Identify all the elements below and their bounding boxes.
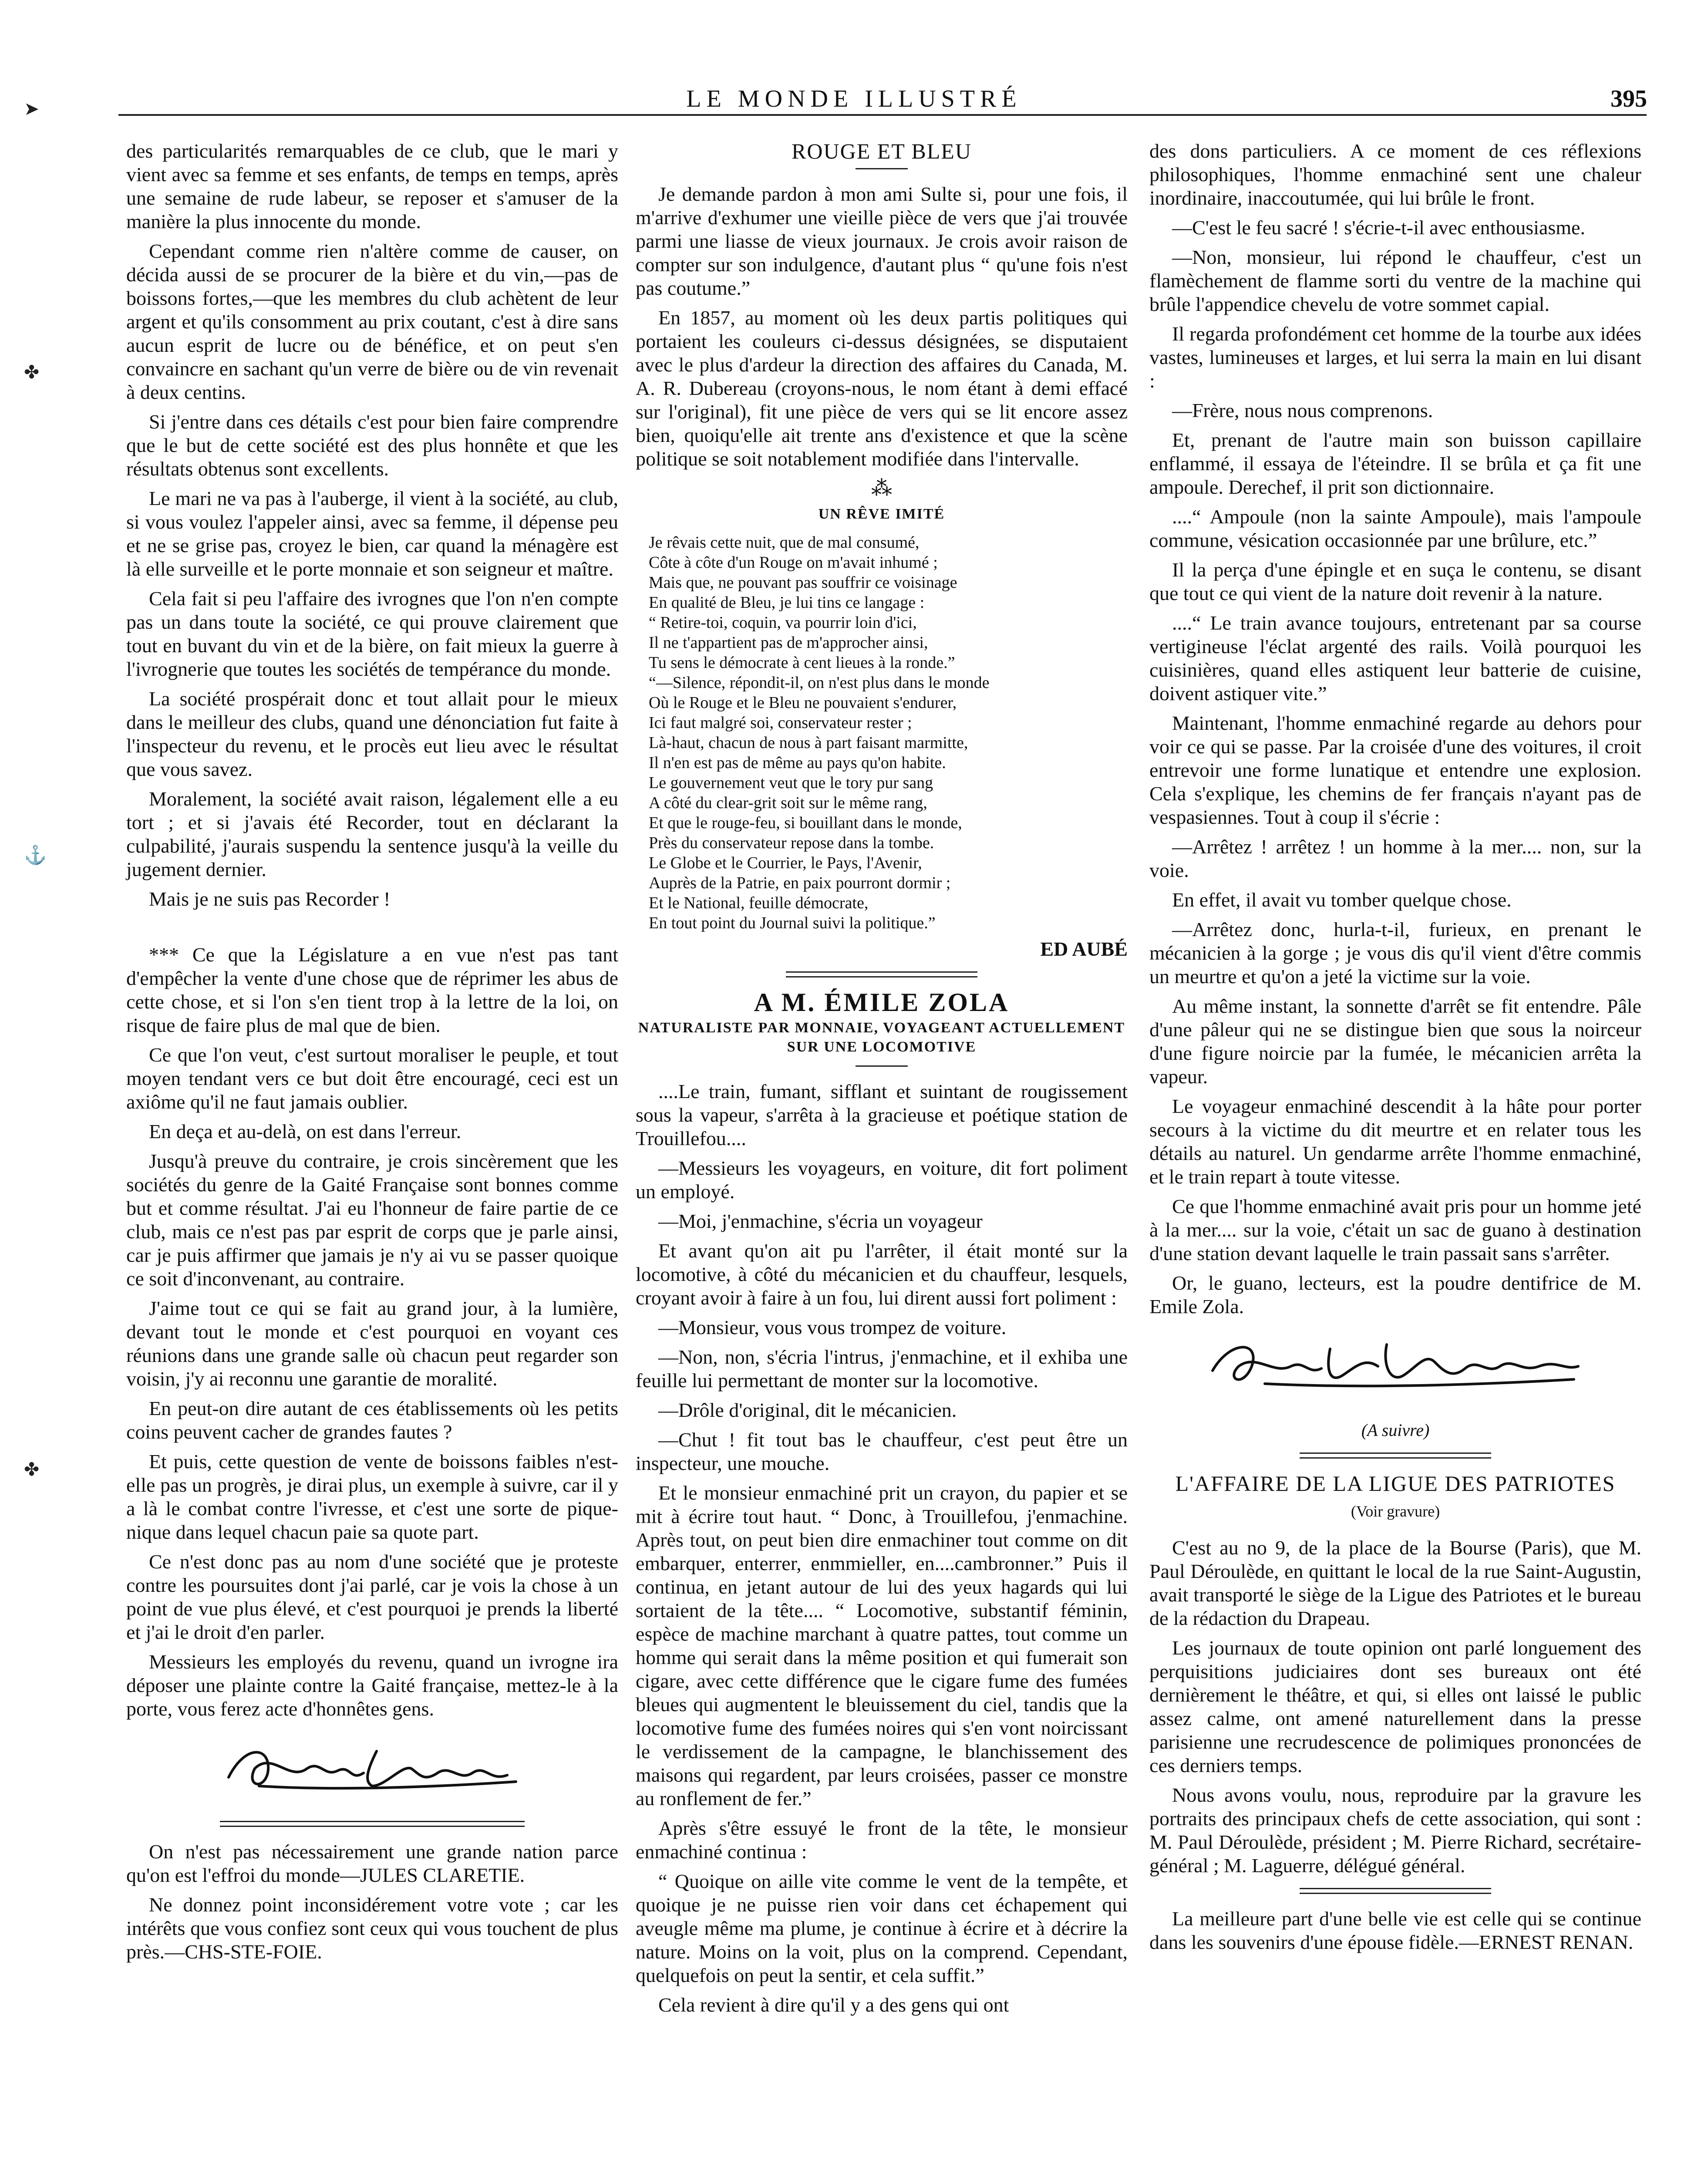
- poem-line: En qualité de Bleu, je lui tins ce langage :: [649, 593, 925, 612]
- poem-line: Mais que, ne pouvant pas souffrir ce voisinage: [649, 573, 957, 592]
- poem-line: “—Silence, répondit-il, on n'est plus dans le monde: [649, 674, 990, 692]
- paragraph: Il regarda profondément cet homme de la tourbe aux idées vastes, lumineuses et larges, et lui serra la main en lui disant :: [1149, 323, 1641, 392]
- paragraph: En peut-on dire autant de ces établissements où les petits coins peuvent cacher de grandes fautes ?: [126, 1397, 618, 1443]
- paragraph: —Messieurs les voyageurs, en voiture, dit fort poliment un employé.: [636, 1157, 1128, 1203]
- paragraph: des particularités remarquables de ce club, que le mari y vient avec sa femme et ses enfants, de temps en temps, après une semaine de rude labeur, se reposer et s'amuser de la manière la plus innocente du monde.: [126, 140, 618, 233]
- paragraph: Ce que l'homme enmachiné avait pris pour un homme jeté à la mer.... sur la voie, c'était un sac de guano à destination d'une station devant laquelle le train passait sans s'arrêter.: [1149, 1195, 1641, 1264]
- header-rule: [118, 114, 1647, 116]
- to-be-continued: (A suivre): [1361, 1420, 1430, 1440]
- poem-line: Côte à côte d'un Rouge on m'avait inhumé ;: [649, 553, 938, 572]
- margin-anchor-icon: ⚓: [24, 846, 47, 866]
- handwritten-signature: [1149, 1331, 1641, 1401]
- paragraph: Messieurs les employés du revenu, quand un ivrogne ira déposer une plainte contre la Gaité française, mettez-le à la porte, vous ferez acte d'honnêtes gens.: [126, 1651, 618, 1720]
- paragraph: Et avant qu'on ait pu l'arrêter, il était monté sur la locomotive, à côté du mécanicien et du chauffeur, lesquels, croyant avoir à faire à un fou, lui dirent aussi fort poliment :: [636, 1240, 1128, 1309]
- paragraph: —Monsieur, vous vous trompez de voiture.: [658, 1316, 1007, 1338]
- paragraph: Cela revient à dire qu'il y a des gens qui ont: [658, 1994, 1009, 2016]
- poem-signature: ED AUBÉ: [1040, 938, 1128, 960]
- poem-line: Auprès de la Patrie, en paix pourront dormir ;: [649, 874, 951, 892]
- poem-line: Le Globe et le Courrier, le Pays, l'Avenir,: [649, 854, 922, 872]
- paragraph: C'est au no 9, de la place de la Bourse (Paris), que M. Paul Déroulède, en quittant le local de la rue Saint-Augustin, avait transporté le siège de la Ligue des Patriotes et le bureau de la rédaction du Drapeau.: [1149, 1537, 1641, 1629]
- spacer: [126, 917, 618, 943]
- title-rule: [856, 168, 908, 169]
- poem-line: “ Retire-toi, coquin, va pourrir loin d'ici,: [649, 613, 917, 632]
- quote: La meilleure part d'une belle vie est celle qui se continue dans les souvenirs d'une épouse fidèle.—ERNEST RENAN.: [1149, 1907, 1641, 1953]
- paragraph: Cela fait si peu l'affaire des ivrognes que l'on n'en compte pas un dans toute la société, ce qui prouve clairement que tout en buvant du vin et de la bière, on fait mieux la guerre à l'ivrognerie que toutes les sociétés de tempérance du monde.: [126, 587, 618, 680]
- quote: Ne donnez point inconsidérement votre vote ; car les intérêts que vous confiez sont ceux qui vous touchent de plus près.—CHS-STE-FOIE.: [126, 1894, 618, 1963]
- paragraph: —Drôle d'original, dit le mécanicien.: [658, 1399, 957, 1421]
- poem-line: Où le Rouge et le Bleu ne pouvaient s'endurer,: [649, 694, 957, 712]
- paragraph: *** Ce que la Législature a en vue n'est pas tant d'empêcher la vente d'une chose que de réprimer les abus de cette chose, et si l'on s'en tient trop à la lettre de la loi, on risque de faire plus de mal que de bien.: [126, 944, 618, 1036]
- paragraph: Et, prenant de l'autre main son buisson capillaire enflammé, il essaya de l'éteindre. Il se brûla et ça fit une ampoule. Derechef, il prit son dictionnaire.: [1149, 429, 1641, 498]
- margin-arrow-icon: ➤: [24, 99, 40, 119]
- paragraph: Et puis, cette question de vente de boissons faibles n'est-elle pas un progrès, je dirai plus, un exemple à suivre, car il y a là le combat contre l'ivresse, et c'est une sorte de pique-nique dans lequel chacun paie sa quote part.: [126, 1450, 618, 1543]
- paragraph: —Arrêtez ! arrêtez ! un homme à la mer.... non, sur la voie.: [1149, 836, 1641, 881]
- poem-line: Près du conservateur repose dans la tombe.: [649, 834, 934, 852]
- poem-line: Et le National, feuille démocrate,: [649, 894, 869, 912]
- paragraph: En 1857, au moment où les deux partis politiques qui portaient les couleurs ci-dessus désignées, se disputaient avec le plus d'ardeur la direction des affaires du Canada, M. A. R. Dubereau (croyons-nous, le nom étant à demi effacé sur l'original), fit une pièce de vers qui se lit encore assez bien, quoiqu'elle ait trente ans d'existence et que la scène politique se soit notablement modifiée dans l'intervalle.: [636, 307, 1128, 470]
- article-title: A M. ÉMILE ZOLA: [754, 988, 1010, 1017]
- asterism: ⁂: [871, 477, 892, 500]
- paragraph: Après s'être essuyé le front de la tête, le monsieur enmachiné continua :: [636, 1817, 1128, 1863]
- paragraph: Il la perça d'une épingle et en suça le contenu, se disant que tout ce qui vient de la nature doit revenir à la nature.: [1149, 559, 1641, 604]
- poem: [649, 532, 1128, 933]
- paragraph: ....“ Ampoule (non la sainte Ampoule), mais l'ampoule commune, vésication occasionnée par une brûlure, etc.”: [1149, 505, 1641, 551]
- paragraph: Ce que l'on veut, c'est surtout moraliser le peuple, et tout moyen tendant vers ce but doit être encouragé, ceci est un axiôme qu'il ne faut jamais oublier.: [126, 1044, 618, 1113]
- newspaper-title: LE MONDE ILLUSTRÉ: [686, 85, 1022, 112]
- poem-line: En tout point du Journal suivi la politique.”: [649, 914, 936, 932]
- paragraph: Cependant comme rien n'altère comme de causer, on décida aussi de se procurer de la bière et du vin,—pas de boissons fortes,—que les membres du club achètent de leur argent et qu'ils consomment au prix coutant, c'est à dire sans aucun esprit de lucre ou de bénéfice, et on peut s'en convaincre en sachant qu'un verre de bière ou de vin revenait à deux centins.: [126, 240, 618, 403]
- poem-line: Je rêvais cette nuit, que de mal consumé,: [649, 533, 920, 552]
- paragraph: —Non, non, s'écria l'intrus, j'enmachine, et il exhiba une feuille lui permettant de monter sur la locomotive.: [636, 1346, 1128, 1392]
- paragraph: Le mari ne va pas à l'auberge, il vient à la société, au club, si vous voulez l'appeler ainsi, avec sa femme, il dépense peu et ne se grise pas, croyez le bien, car quand la ménagère est là elle surveille et le porte monnaie et son seigneur et maître.: [126, 487, 618, 580]
- poem-line: A côté du clear-grit soit sur le même rang,: [649, 794, 927, 812]
- paragraph: Je demande pardon à mon ami Sulte si, pour une fois, il m'arrive d'exhumer une vieille pièce de vers que j'ai trouvée parmi une liasse de vieux journaux. Je crois avoir raison de compter sur son indulgence, d'autant plus “ qu'une fois n'est pas coutume.”: [636, 183, 1128, 299]
- section-divider: [1300, 1452, 1491, 1459]
- column-3: [1149, 139, 1641, 1960]
- poem-line: Il n'en est pas de même au pays qu'on habite.: [649, 754, 946, 772]
- poem-line: Et que le rouge-feu, si bouillant dans le monde,: [649, 814, 962, 832]
- article-title: L'AFFAIRE DE LA LIGUE DES PATRIOTES: [1175, 1471, 1616, 1496]
- paragraph: Mais je ne suis pas Recorder !: [149, 888, 391, 910]
- article-subtitle: NATURALISTE PAR MONNAIE, VOYAGEANT ACTUELLEMENT SUR UNE LOCOMOTIVE: [638, 1020, 1125, 1055]
- paragraph: —Chut ! fit tout bas le chauffeur, c'est peut être un inspecteur, une mouche.: [636, 1429, 1128, 1474]
- poem-line: Ici faut malgré soi, conservateur rester ;: [649, 714, 912, 732]
- article-title: ROUGE ET BLEU: [792, 139, 972, 163]
- paragraph: “ Quoique on aille vite comme le vent de la tempête, et quoique je ne puisse rien voir dans cet échapement qui aveugle même ma plume, je continue à écrire et à décrire la nature. Moins on la voit, plus on la comprend. Cependant, quelquefois on peut la sentir, et cela suffit.”: [636, 1870, 1128, 1986]
- paragraph: des dons particuliers. A ce moment de ces réflexions philosophiques, l'homme enmachiné sent une chaleur inordinaire, inaccoutumée, qui lui brûle le front.: [1149, 140, 1641, 209]
- paragraph: Si j'entre dans ces détails c'est pour bien faire comprendre que le but de cette société est des plus honnête et que les résultats obtenus sont excellents.: [126, 411, 618, 480]
- paragraph: Les journaux de toute opinion ont parlé longuement des perquisitions judiciaires dont ses bureaux ont été dernièrement le théâtre, et qui, si elles ont laissé le public assez calme, ont amené naturellement dans la presse parisienne une recrudescence de polimiques prononcées de ces derniers temps.: [1149, 1637, 1641, 1776]
- poem-line: Il ne t'appartient pas de m'approcher ainsi,: [649, 634, 928, 652]
- paragraph: Maintenant, l'homme enmachiné regarde au dehors pour voir ce qui se passe. Par la croisée d'une des voitures, il croit entrevoir une forme lunatique et entendre une explosion. Cela s'explique, les chemins de fer français n'ayant pas de vespasiennes. Tout à coup il s'écrie :: [1149, 712, 1641, 828]
- paragraph: La société prospérait donc et tout allait pour le mieux dans le meilleur des clubs, quand une dénonciation fut faite à l'inspecteur du revenu, et le procès eut lieu avec le résultat que vous savez.: [126, 687, 618, 780]
- paragraph: Or, le guano, lecteurs, est la poudre dentifrice de M. Emile Zola.: [1149, 1272, 1641, 1318]
- title-rule: [856, 1065, 908, 1067]
- paragraph: Moralement, la société avait raison, légalement elle a eu tort ; et si j'avais été Recorder, tout en déclarant la culpabilité, j'aurais suspendu la sentence jusqu'à la veille du jugement dernier.: [126, 788, 618, 880]
- paragraph: Au même instant, la sonnette d'arrêt se fit entendre. Pâle d'une pâleur qui ne se distingue bien que sous la noirceur d'une figure noircie par la fumée, le mécanicien arrêta la vapeur.: [1149, 995, 1641, 1088]
- poem-line: Tu sens le démocrate à cent lieues à la ronde.”: [649, 654, 955, 672]
- page-number: 395: [1610, 85, 1647, 112]
- paragraph: Ce n'est donc pas au nom d'une société que je proteste contre les poursuites dont j'ai parlé, car je vois la chose à un point de vue plus élevé, et c'est pourquoi je prends la liberté et j'ai le droit d'en parler.: [126, 1550, 618, 1643]
- paragraph: En effet, il avait vu tomber quelque chose.: [1172, 889, 1512, 911]
- handwritten-signature: [126, 1734, 618, 1803]
- column-1: [126, 139, 618, 1970]
- paragraph: ....Le train, fumant, sifflant et suintant de rougissement sous la vapeur, s'arrêta à la gracieuse et poétique station de Trouillefou....: [636, 1080, 1128, 1149]
- paragraph: Et le monsieur enmachiné prit un crayon, du papier et se mit à écrire tout haut. “ Donc, à Trouillefou, j'enmachine. Après tout, on peut bien dire enmachiner tout comme on dit embarquer, enterrer, enmmieller, en....cambronner.” Puis il continua, en jetant autour de lui des yeux hagards qui lui sortaient de la tête.... “ Locomotive, substantif féminin, espèce de machine marchant à quatre pattes, tout comme un homme qui serait dans la même position et qui fumerait son cigare, avec cette différence que le cigare fume des fumées bleues qui augmentent le bleuissement du ciel, tandis que la locomotive fume des fumées noires qui s'en vont noircissant le verdissement de la campagne, le blanchissement des maisons qui regardent, par leurs croisées, passer ce monstre au ronflement de fer.”: [636, 1482, 1128, 1810]
- section-divider: [1300, 1888, 1491, 1894]
- section-divider: [220, 1821, 525, 1827]
- article-subtitle: (Voir gravure): [1351, 1503, 1440, 1520]
- margin-hand-icon: ✤: [24, 363, 40, 383]
- column-2: [636, 139, 1128, 2023]
- paragraph: —C'est le feu sacré ! s'écrie-t-il avec enthousiasme.: [1172, 216, 1585, 239]
- poem-line: Là-haut, chacun de nous à part faisant marmitte,: [649, 734, 968, 752]
- margin-hand-icon-2: ✤: [24, 1460, 40, 1480]
- paragraph: Jusqu'à preuve du contraire, je crois sincèrement que les sociétés du genre de la Gaité Française sont bonnes comme but et comme résultat. J'ai eu l'honneur de faire partie de ce club, mais ce n'est pas par esprit de corps que je parle ainsi, car je puis affirmer que jamais je n'y ai vu se passer quoique ce soit d'inconvenant, au contraire.: [126, 1150, 618, 1290]
- paragraph: —Moi, j'enmachine, s'écria un voyageur: [658, 1210, 983, 1232]
- poem-line: Le gouvernement veut que le tory pur sang: [649, 774, 933, 792]
- paragraph: —Non, monsieur, lui répond le chauffeur, c'est un flamèchement de flamme sorti du ventre de la machine qui brûle l'appendice chevelu de votre sommet capial.: [1149, 246, 1641, 315]
- paragraph: J'aime tout ce qui se fait au grand jour, à la lumière, devant tout le monde et c'est pourquoi en voyant ces réunions dans une grande salle où chacun peut regarder son voisin, j'y ai reconnu une garantie de moralité.: [126, 1297, 618, 1390]
- paragraph: —Arrêtez donc, hurla-t-il, furieux, en prenant le mécanicien à la gorge ; je vous dis qu'il vient d'être commis un meurtre et qu'on a jeté la victime sur la voie.: [1149, 918, 1641, 987]
- paragraph: Le voyageur enmachiné descendit à la hâte pour porter secours à la victime du dit meurtre et en relater tous les détails au naturel. Un gendarme arrête l'homme enmachiné, et le train repart à toute vitesse.: [1149, 1095, 1641, 1188]
- paragraph: Nous avons voulu, nous, reproduire par la gravure les portraits des principaux chefs de cette association, qui sont : M. Paul Déroulède, président ; M. Pierre Richard, secrétaire-général ; M. Laguerre, délégué général.: [1149, 1784, 1641, 1877]
- paragraph: —Frère, nous nous comprenons.: [1172, 399, 1433, 421]
- paragraph: En deça et au-delà, on est dans l'erreur.: [149, 1120, 462, 1142]
- section-divider: [786, 971, 977, 977]
- poem-title: UN RÊVE IMITÉ: [818, 506, 945, 522]
- quote: On n'est pas nécessairement une grande nation parce qu'on est l'effroi du monde—JULES CLARETIE.: [126, 1840, 618, 1886]
- paragraph: ....“ Le train avance toujours, entretenant par sa course vertigineuse l'éclat argenté des rails. Voilà pourquoi les cuisinières, quand elles astiquent leur batterie de cuisine, doivent astiquer vite.”: [1149, 612, 1641, 704]
